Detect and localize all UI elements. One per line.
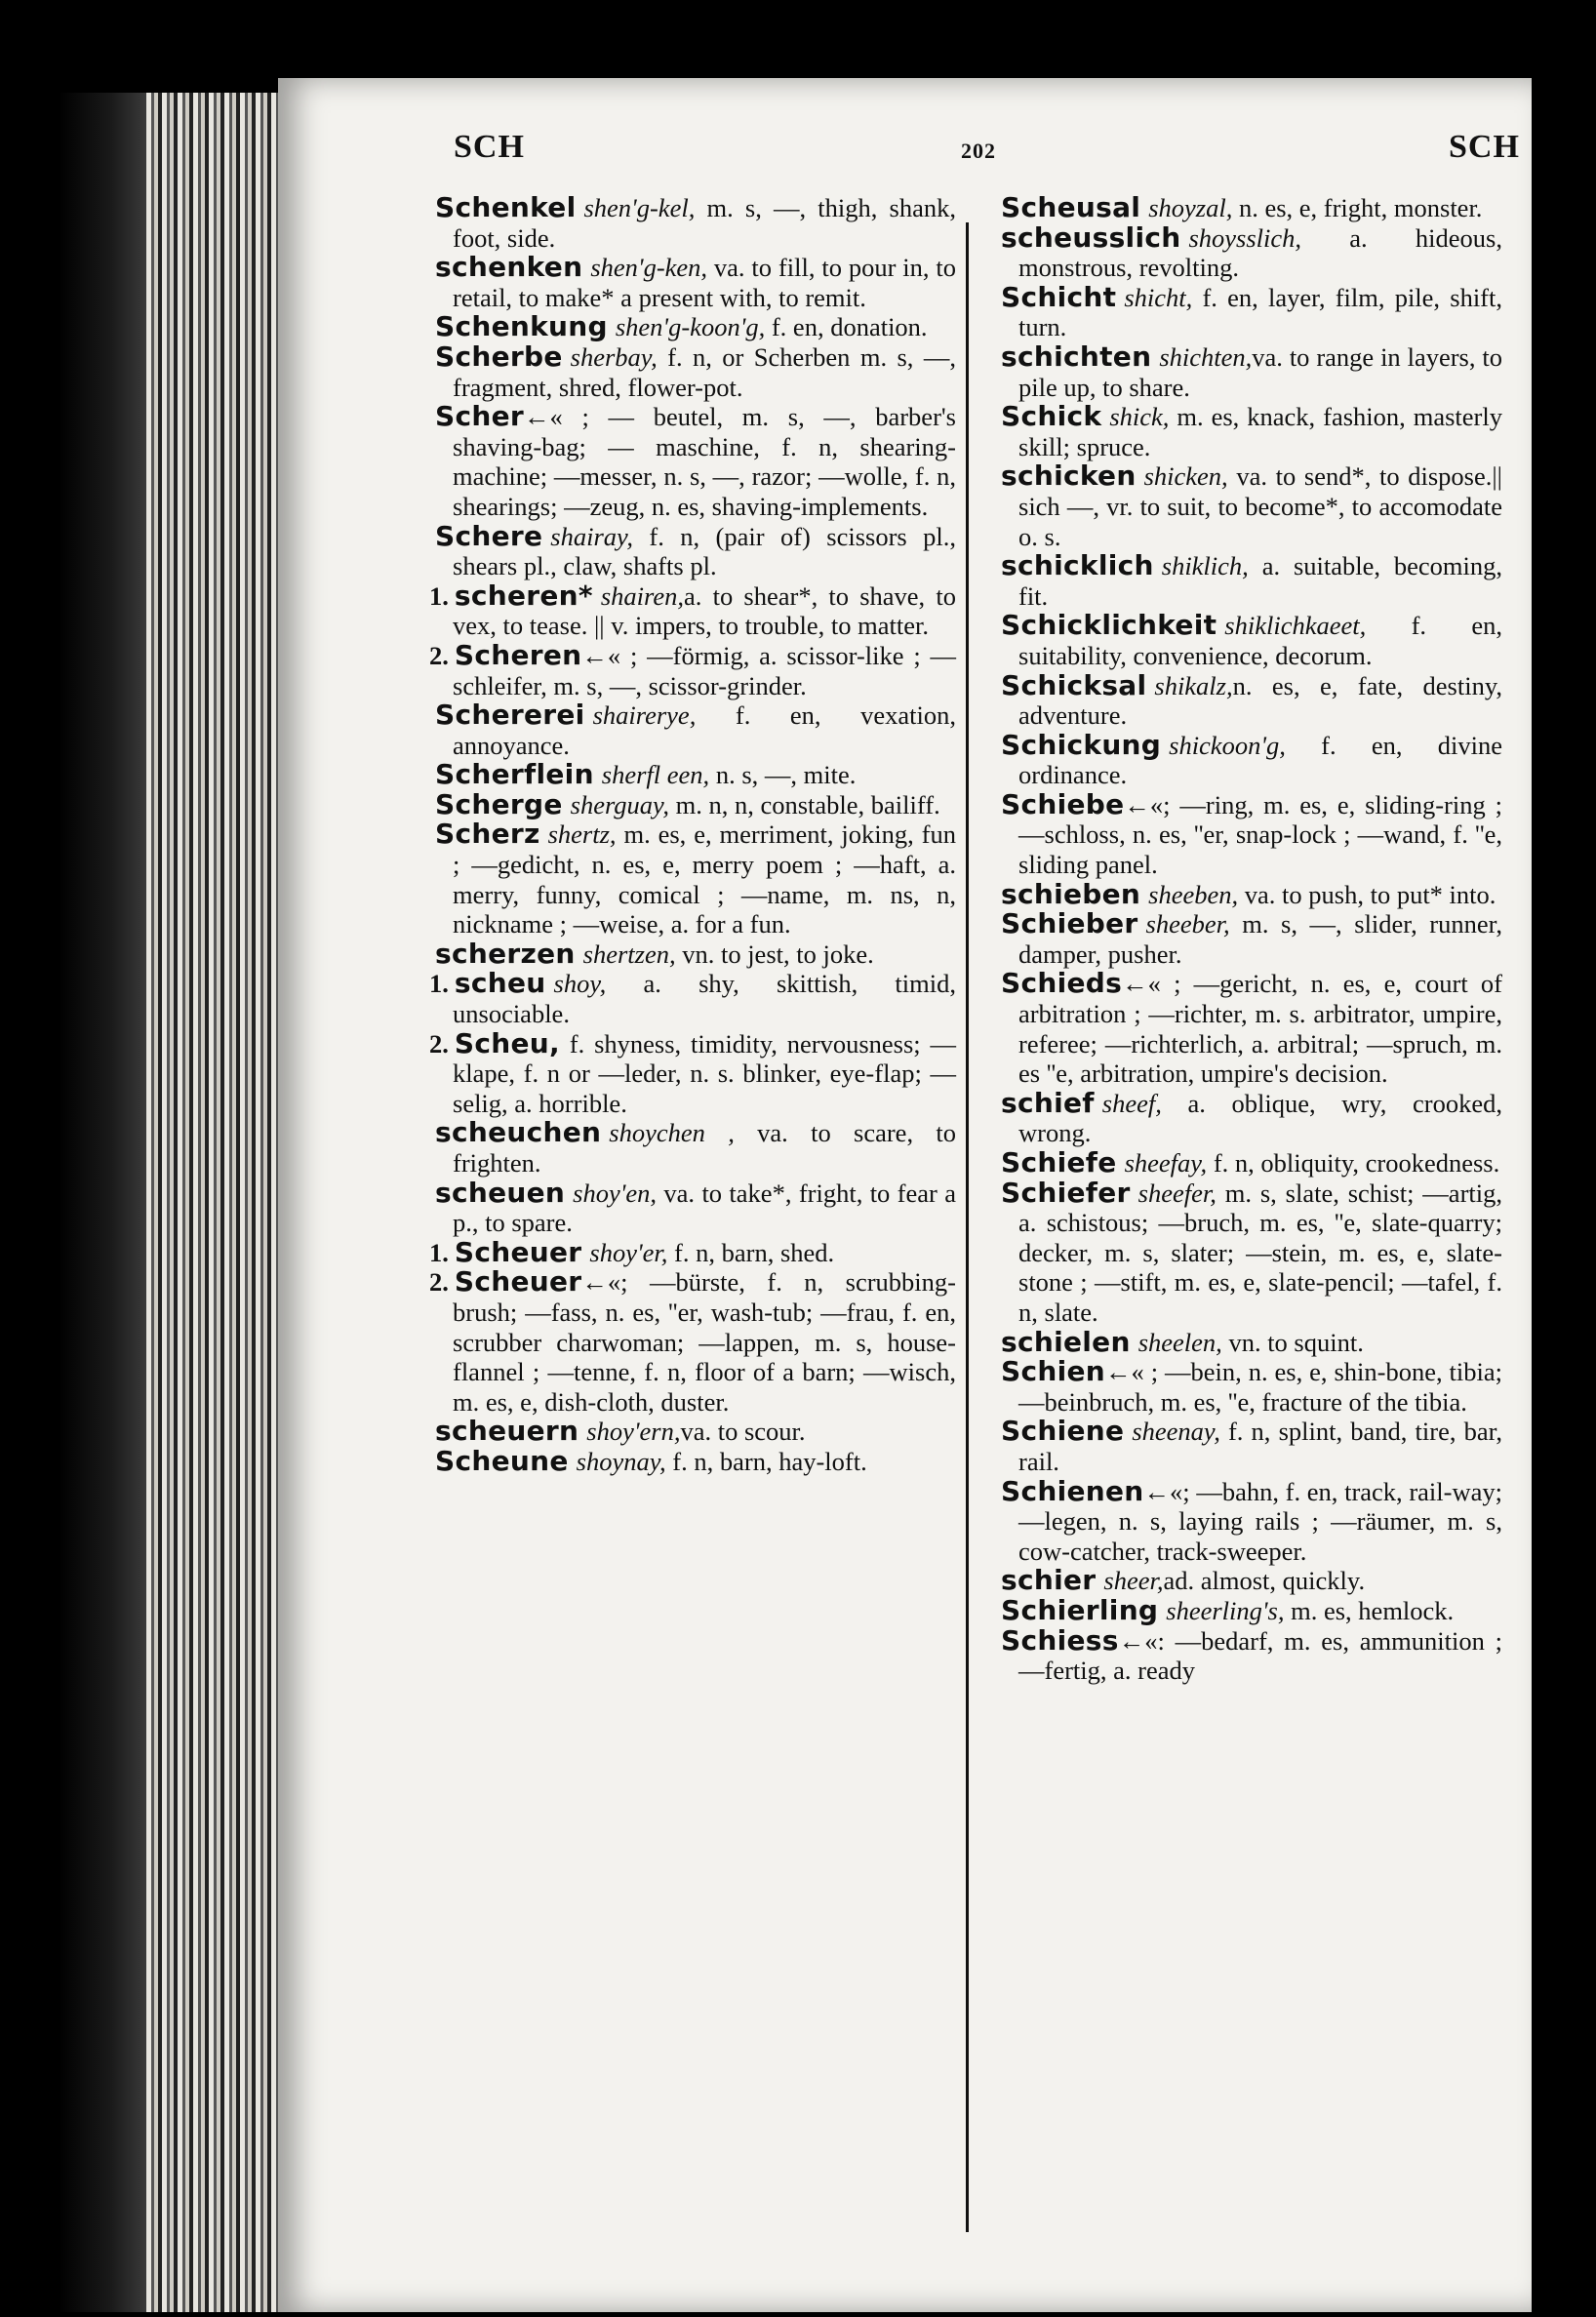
- dictionary-entry: [995, 909, 1502, 969]
- header-left-guideword: SCH: [454, 129, 525, 165]
- entry-headword: schier: [1001, 1564, 1097, 1597]
- entry-definition: ad. almost, quickly.: [1163, 1566, 1366, 1596]
- entry-headword: Schenkung: [435, 310, 608, 343]
- dictionary-page: [278, 78, 1532, 2312]
- dictionary-entry: [429, 402, 956, 521]
- entry-headword: schicken: [1001, 459, 1137, 493]
- entry-pronunciation: shen'g-koon'g,: [615, 312, 766, 342]
- entry-pronunciation: shickoon'g,: [1169, 730, 1286, 760]
- entry-definition: ←«; —ring, m. es, e, sliding-ring ; —schloss, n. es, ''er, snap-lock ; —wand, f. ''e, sliding panel.: [1018, 789, 1502, 880]
- entry-definition: f. en, donation.: [765, 312, 928, 342]
- dictionary-entry: [995, 280, 1502, 342]
- entry-pronunciation: sheefer,: [1137, 1178, 1217, 1208]
- entry-number: 1.: [429, 580, 449, 611]
- entry-pronunciation: shairen,: [600, 580, 684, 611]
- entry-headword: Scheren: [454, 638, 582, 671]
- entry-definition: va. to send*, to dispose.|| sich —, vr. to suit, to become*, to accomodate o. s.: [1018, 461, 1502, 551]
- entry-headword: Scherbe: [435, 340, 563, 373]
- dictionary-entry: [995, 787, 1502, 880]
- dictionary-entry: [429, 1417, 956, 1447]
- entry-definition: a. shy, skittish, timid, unsociable.: [453, 969, 956, 1029]
- entry-pronunciation: shicken,: [1143, 461, 1228, 492]
- dictionary-entry: [995, 402, 1502, 461]
- entry-pronunciation: shoynay,: [576, 1446, 666, 1476]
- entry-headword: Scheuer: [454, 1265, 582, 1298]
- dictionary-entry: [429, 581, 956, 641]
- entry-headword: scheu: [454, 967, 546, 1000]
- entry-definition: m. s, slate, schist; —artig, a. schistous; —bruch, m. es, ''e, slate-quarry; decker, m. s, slater; —stein, m. es, e, slate-stone ; —stift, m. es, e, slate-pencil; —tafel, f. n, slate.: [1018, 1178, 1502, 1327]
- entry-definition: vn. to squint.: [1221, 1327, 1364, 1357]
- entry-definition: f. n, obliquity, crookedness.: [1207, 1148, 1500, 1178]
- entry-headword: schielen: [1001, 1325, 1131, 1358]
- entry-headword: schieben: [1001, 877, 1141, 910]
- entry-pronunciation: shichten,: [1159, 341, 1253, 372]
- entry-definition: a. to shear*, to shave, to vex, to tease. || v. impers, to trouble, to matter.: [453, 580, 956, 641]
- entry-pronunciation: shen'g-ken,: [590, 253, 708, 283]
- entry-headword: Schiefe: [1001, 1146, 1117, 1178]
- dictionary-entry: [429, 1178, 956, 1238]
- entry-pronunciation: shoy'ern,: [586, 1417, 681, 1447]
- dictionary-entry: [995, 1148, 1502, 1178]
- entry-headword: Schenkel: [435, 191, 577, 223]
- entry-pronunciation: sheeber,: [1145, 909, 1230, 939]
- entry-pronunciation: sheef,: [1101, 1088, 1162, 1118]
- entry-number: 2.: [429, 640, 449, 670]
- entry-pronunciation: shoy'er,: [589, 1237, 668, 1267]
- dictionary-entry: [995, 969, 1502, 1088]
- entry-pronunciation: shoy'en,: [573, 1178, 658, 1208]
- entry-headword: Schiene: [1001, 1415, 1125, 1448]
- entry-definition: a. hideous, monstrous, revolting.: [1018, 222, 1502, 283]
- dictionary-entry: [995, 461, 1502, 551]
- dictionary-entry: [429, 1235, 956, 1268]
- dictionary-entry: [429, 253, 956, 312]
- entry-headword: Schiess: [1001, 1623, 1119, 1657]
- entry-definition: m. n, n, constable, bailiff.: [668, 789, 940, 819]
- dictionary-entry: [995, 728, 1502, 790]
- entry-pronunciation: sheenay,: [1132, 1417, 1220, 1447]
- right-column: [995, 193, 1502, 1686]
- entry-pronunciation: sheefay,: [1124, 1148, 1208, 1178]
- entry-headword: schicklich: [1001, 549, 1154, 582]
- dictionary-entry: [995, 220, 1502, 283]
- entry-definition: f. en, vexation, annoyance.: [453, 700, 956, 760]
- entry-definition: f. n, or Scherben m. s, —, fragment, shred, flower-pot.: [453, 341, 956, 402]
- entry-headword: scheusslich: [1001, 220, 1181, 254]
- entry-definition: f. n, barn, shed.: [667, 1237, 835, 1267]
- entry-pronunciation: sheelen,: [1137, 1327, 1222, 1357]
- dictionary-entry: [429, 939, 956, 970]
- entry-pronunciation: shoy,: [553, 969, 607, 999]
- entry-definition: a. suitable, becoming, fit.: [1018, 551, 1502, 611]
- entry-definition: f. en, layer, film, pile, shift, turn.: [1018, 282, 1502, 342]
- entry-definition: f. en, divine ordinance.: [1018, 730, 1502, 790]
- dictionary-entry: [429, 760, 956, 790]
- dictionary-entry: [995, 551, 1502, 611]
- entry-pronunciation: shairay,: [550, 521, 633, 551]
- entry-definition: f. en, suitability, convenience, decorum.: [1018, 611, 1502, 670]
- entry-definition: va. to take*, fright, to fear a p., to spare.: [453, 1178, 956, 1238]
- dictionary-entry: [995, 1623, 1502, 1686]
- entry-definition: a. oblique, wry, crooked, wrong.: [1018, 1088, 1502, 1148]
- entry-headword: Scheu,: [454, 1026, 560, 1059]
- entry-headword: scheuchen: [435, 1116, 602, 1149]
- entry-definition: m. es, knack, fashion, masterly skill; spruce.: [1018, 402, 1502, 461]
- dictionary-entry: [995, 1086, 1502, 1148]
- entry-pronunciation: sherbay,: [570, 341, 658, 372]
- dictionary-entry: [995, 1593, 1502, 1626]
- entry-headword: Scher: [435, 400, 524, 433]
- entry-pronunciation: shertzen,: [582, 939, 676, 969]
- dictionary-entry: [995, 342, 1502, 402]
- dictionary-entry: [995, 1357, 1502, 1417]
- entry-headword: Schick: [1001, 400, 1102, 433]
- entry-headword: schenken: [435, 251, 583, 284]
- entry-definition: f. n, splint, band, tire, bar, rail.: [1018, 1417, 1502, 1476]
- entry-headword: Schienen: [1001, 1474, 1144, 1507]
- dictionary-entry: [995, 611, 1502, 670]
- entry-definition: f. shyness, timidity, nervousness; —klape, f. n or —leder, n. s. blinker, eye-flap; —selig, a. horrible.: [453, 1028, 956, 1118]
- entry-pronunciation: shick,: [1109, 402, 1170, 432]
- entry-headword: Scherge: [435, 787, 563, 820]
- dictionary-entry: [429, 519, 956, 581]
- entry-headword: Scheuer: [454, 1235, 582, 1268]
- entry-headword: Schererei: [435, 699, 585, 732]
- entry-number: 1.: [429, 1237, 449, 1267]
- entry-definition: ←«: —bedarf, m. es, ammunition ; —fertig, a. ready: [1018, 1625, 1502, 1686]
- entry-headword: Schere: [435, 519, 543, 552]
- entry-definition: f. n, (pair of) scissors pl., shears pl., claw, shafts pl.: [453, 521, 956, 581]
- entry-headword: Schicklichkeit: [1001, 609, 1217, 642]
- dictionary-entry: [429, 193, 956, 253]
- entry-headword: scheuen: [435, 1176, 566, 1209]
- entry-headword: Scheune: [435, 1444, 569, 1477]
- entry-number: 1.: [429, 969, 449, 999]
- dictionary-entry: [429, 819, 956, 939]
- entry-definition: ←«; —bürste, f. n, scrubbing-brush; —fass, n. es, ''er, wash-tub; —frau, f. en, scrubber charwoman; —lappen, m. s, house-flannel ; —tenne, f. n, floor of a barn; —wisch, m. es, e, dish-cloth, duster.: [453, 1267, 956, 1417]
- book-spine: [59, 93, 146, 2312]
- dictionary-entry: [429, 969, 956, 1028]
- entry-headword: Schicht: [1001, 280, 1117, 313]
- dictionary-entry: [995, 1417, 1502, 1476]
- dictionary-entry: [429, 312, 956, 342]
- header-right-guideword: SCH: [1449, 129, 1520, 165]
- entry-headword: scherzen: [435, 937, 576, 970]
- entry-definition: va. to fill, to pour in, to retail, to make* a present with, to remit.: [453, 253, 956, 312]
- dictionary-entry: [429, 700, 956, 760]
- entry-headword: schief: [1001, 1086, 1095, 1119]
- dictionary-entry: [429, 1026, 956, 1119]
- entry-headword: scheuern: [435, 1415, 579, 1448]
- entry-definition: va. to scare, to frighten.: [453, 1118, 956, 1178]
- entry-definition: ←«; —bahn, f. en, track, rail-way; —legen, n. s, laying rails ; —räumer, m. s, cow-catcher, track-sweeper.: [1018, 1476, 1502, 1566]
- entry-definition: n. s, —, mite.: [709, 760, 857, 790]
- entry-pronunciation: shoysslich,: [1188, 222, 1302, 253]
- dictionary-entry: [429, 1444, 956, 1477]
- entry-definition: n. es, e, fright, monster.: [1232, 193, 1483, 222]
- dictionary-entry: [429, 638, 956, 700]
- entry-pronunciation: shiklichkaeet,: [1224, 611, 1367, 641]
- dictionary-entry: [429, 787, 956, 820]
- dictionary-entry: [995, 1474, 1502, 1567]
- entry-pronunciation: shoychen ,: [609, 1118, 735, 1148]
- dictionary-entry: [995, 1178, 1502, 1328]
- entry-pronunciation: sherfl een,: [601, 760, 710, 790]
- entry-headword: Scherflein: [435, 758, 594, 791]
- dictionary-entry: [995, 668, 1502, 731]
- entry-headword: Schicksal: [1001, 668, 1147, 701]
- entry-pronunciation: shertz,: [547, 819, 617, 850]
- left-column: [429, 193, 956, 1477]
- column-divider: [966, 222, 969, 2232]
- entry-headword: Schiefer: [1001, 1176, 1131, 1209]
- page-number: 202: [961, 139, 996, 163]
- entry-definition: ←« ; —bein, n. es, e, shin-bone, tibia; —beinbruch, m. es, ''e, fracture of the tibia.: [1018, 1357, 1502, 1417]
- entry-definition: va. to push, to put* into.: [1238, 879, 1496, 909]
- entry-pronunciation: sheerling's,: [1166, 1595, 1285, 1625]
- entry-pronunciation: sheeben,: [1148, 879, 1239, 909]
- entry-number: 2.: [429, 1267, 449, 1298]
- entry-pronunciation: sherguay,: [570, 789, 669, 819]
- entry-pronunciation: shiklich,: [1161, 551, 1249, 581]
- entry-definition: ←« ; —gericht, n. es, e, court of arbitration ; —richter, m. s. arbitrator, umpire, referee; —richterlich, a. arbitral; —spruch, m. es ''e, arbitration, umpire's decision.: [1018, 969, 1502, 1089]
- dictionary-entry: [429, 342, 956, 402]
- entry-headword: Scherz: [435, 818, 540, 851]
- entry-headword: Schien: [1001, 1355, 1106, 1388]
- entry-headword: Schieber: [1001, 907, 1138, 940]
- entry-headword: Schieds: [1001, 967, 1123, 1000]
- entry-pronunciation: shaireryе,: [592, 700, 697, 731]
- entry-headword: scheren*: [454, 579, 593, 612]
- entry-headword: schichten: [1001, 340, 1152, 373]
- dictionary-entry: [429, 1267, 956, 1417]
- entry-pronunciation: shen'g-kel,: [583, 193, 696, 222]
- entry-definition: ←« ; —förmig, a. scissor-like ; —schleifer, m. s, —, scissor-grinder.: [453, 640, 956, 700]
- dictionary-entry: [995, 877, 1502, 910]
- dictionary-entry: [995, 193, 1502, 223]
- entry-number: 2.: [429, 1028, 449, 1059]
- entry-definition: m. es, hemlock.: [1284, 1595, 1455, 1625]
- entry-definition: m. es, e, merriment, joking, fun ; —gedicht, n. es, e, merry poem ; —haft, a. merry, funny, comical ; —name, m. ns, n, nickname ; —weise, a. for a fun.: [453, 819, 956, 939]
- entry-pronunciation: shicht,: [1124, 282, 1193, 312]
- entry-headword: Scheusal: [1001, 191, 1141, 223]
- entry-definition: m. s, —, thigh, shank, foot, side.: [453, 193, 956, 253]
- entry-pronunciation: shoyzal,: [1148, 193, 1233, 222]
- entry-definition: va. to range in layers, to pile up, to share.: [1018, 341, 1502, 402]
- entry-pronunciation: shikalz,: [1154, 670, 1233, 700]
- entry-definition: m. s, —, slider, runner, damper, pusher.: [1018, 909, 1502, 969]
- entry-headword: Schierling: [1001, 1593, 1159, 1626]
- page-edges: [146, 93, 288, 2312]
- dictionary-entry: [995, 1325, 1502, 1358]
- dictionary-entry: [995, 1566, 1502, 1596]
- entry-definition: n. es, e, fate, destiny, adventure.: [1018, 670, 1502, 731]
- entry-definition: va. to scour.: [680, 1417, 806, 1447]
- entry-definition: f. n, barn, hay-loft.: [665, 1446, 867, 1476]
- entry-headword: Schickung: [1001, 728, 1162, 761]
- entry-definition: vn. to jest, to joke.: [675, 939, 874, 969]
- entry-headword: Schiebe: [1001, 787, 1125, 820]
- dictionary-entry: [429, 1118, 956, 1178]
- entry-pronunciation: sheer,: [1103, 1566, 1164, 1596]
- entry-definition: ←« ; — beutel, m. s, —, barber's shaving-bag; — maschine, f. n, shearing-machine; —messer, n. s, —, razor; —wolle, f. n, shearings; —zeug, n. es, shaving-implements.: [453, 402, 956, 521]
